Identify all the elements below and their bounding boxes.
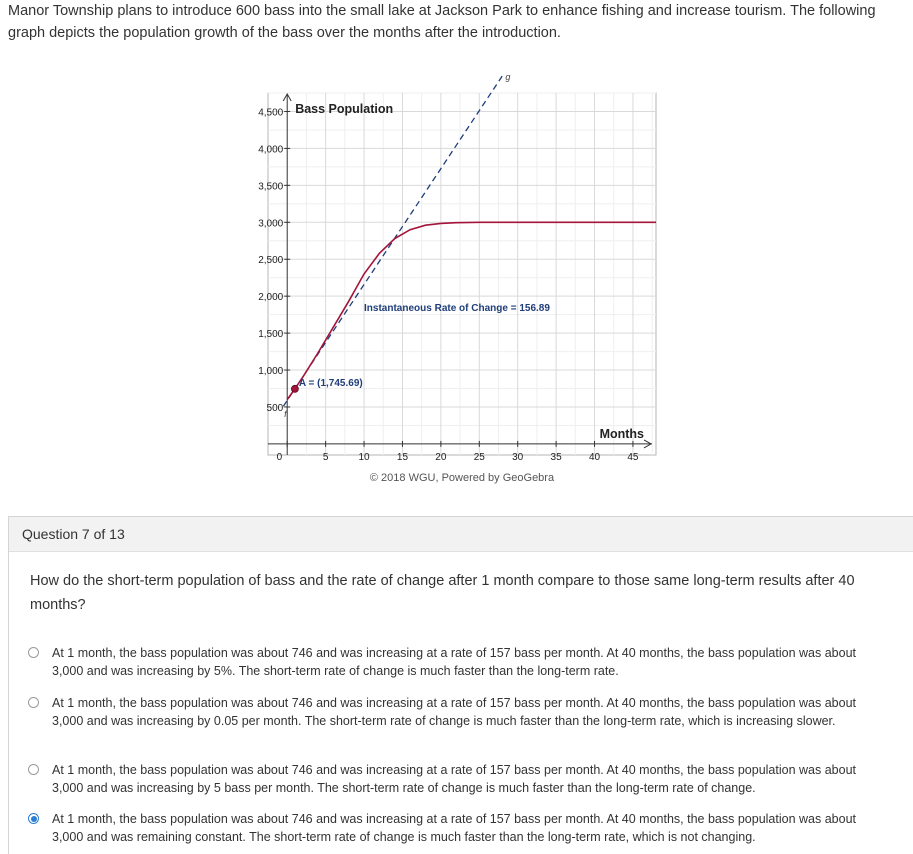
question-prompt: How do the short-term population of bass and the rate of change after 1 month compare to those same long-term results after 40 months?: [30, 573, 855, 613]
x-tick-label: 30: [512, 451, 524, 463]
y-tick-label: 2,000: [258, 292, 284, 304]
y-tick-label: 1,000: [258, 366, 284, 378]
chart-title: Bass Population: [295, 102, 394, 116]
radio-button-icon[interactable]: [28, 813, 39, 824]
x-tick-label: 10: [358, 451, 370, 463]
y-tick-label: 3,000: [258, 218, 284, 230]
y-tick-label: 4,500: [258, 107, 284, 119]
intro-text: Manor Township plans to introduce 600 bass into the small lake at Jackson Park to enhance fishing and increase tourism. The following graph depicts the population growth of the bass over the months after the introduction.: [8, 3, 876, 41]
curve-label: f: [284, 408, 287, 419]
answer-choice-text: At 1 month, the bass population was about 746 and was increasing at a rate of 157 bass per month. At 40 months, the bass population was about 3,000 and was remaining constant. The short-term rate of change is much faster than the long-term rate, which is not changing.: [52, 812, 856, 844]
question-card: [8, 516, 913, 854]
y-tick-label: 1,500: [258, 329, 284, 341]
x-tick-label: 0: [276, 451, 283, 463]
tangent-line-label: g: [505, 71, 511, 82]
radio-button-icon[interactable]: [28, 697, 39, 708]
radio-button-icon[interactable]: [28, 764, 39, 775]
bass-population-graph: [258, 71, 657, 463]
point-a: [291, 385, 298, 392]
x-tick-label: 15: [396, 451, 409, 463]
x-tick-label: 20: [435, 451, 447, 463]
answer-choice-text: At 1 month, the bass population was about 746 and was increasing at a rate of 157 bass per month. At 40 months, the bass population was about 3,000 and was increasing by 0.05 per month. The short-term rate of change is much faster than the long-term rate, which is increasing slower.: [52, 696, 856, 728]
x-axis-label: Months: [599, 426, 644, 441]
graph-credit: © 2018 WGU, Powered by GeoGebra: [369, 472, 555, 484]
answer-choice-text: At 1 month, the bass population was about 746 and was increasing at a rate of 157 bass per month. At 40 months, the bass population was about 3,000 and was increasing by 5 bass per month. The short-term rate of change is much faster than the long-term rate of change.: [52, 763, 856, 795]
x-tick-label: 25: [473, 451, 485, 463]
y-tick-label: 3,500: [258, 181, 284, 193]
answer-choice-text: At 1 month, the bass population was about 746 and was increasing at a rate of 157 bass per month. At 40 months, the bass population was about 3,000 and was increasing by 5%. The short-term rate of change is much faster than the long-term rate.: [52, 646, 856, 678]
y-tick-label: 500: [266, 402, 284, 414]
y-tick-label: 2,500: [258, 255, 284, 267]
intro-section: [0, 0, 913, 60]
rate-of-change-annotation: Instantaneous Rate of Change = 156.89: [364, 303, 550, 315]
x-tick-label: 5: [322, 451, 329, 463]
question-header: Question 7 of 13: [9, 517, 913, 552]
plot-frame: [268, 93, 656, 455]
x-tick-label: 40: [588, 451, 601, 463]
chart-svg: [258, 71, 657, 463]
point-a-label: A = (1,745.69): [298, 377, 363, 389]
y-tick-label: 4,000: [258, 144, 284, 156]
x-tick-label: 45: [627, 451, 639, 463]
radio-button-icon[interactable]: [28, 647, 39, 658]
x-tick-label: 35: [550, 451, 562, 463]
